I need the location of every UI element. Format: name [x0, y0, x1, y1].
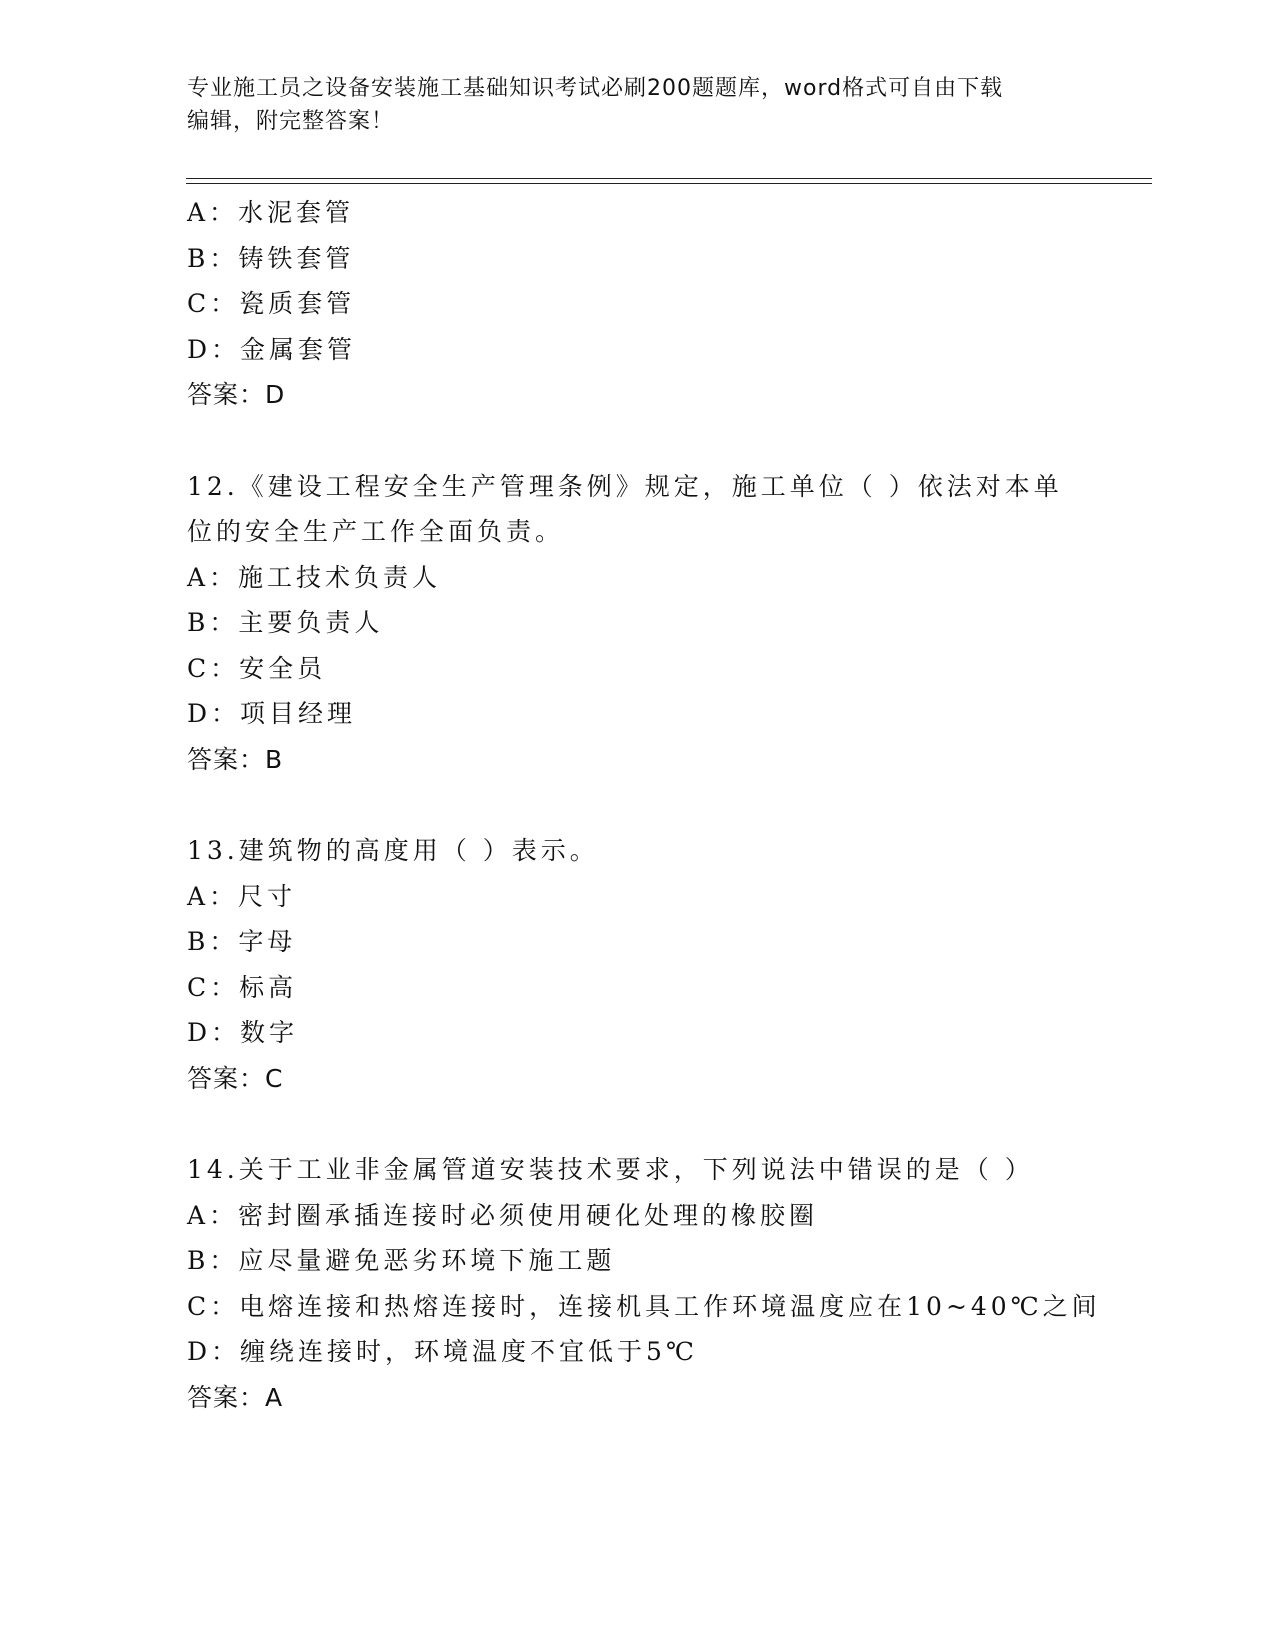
option-c: C：瓷质套管 [187, 289, 356, 318]
answer-line: 答案：D [187, 380, 286, 409]
header-divider-bottom [186, 183, 1152, 184]
spacer [187, 1101, 1087, 1147]
option-c: C：电熔连接和热熔连接时，连接机具工作环境温度应在10~40℃之间 [187, 1291, 1101, 1321]
option-a: A：水泥套管 [187, 198, 355, 227]
question-11 [187, 190, 1087, 418]
question-13 [187, 828, 1087, 1101]
option-b: B：主要负责人 [187, 608, 384, 637]
spacer [187, 418, 1087, 464]
answer-line: 答案：A [187, 1382, 284, 1412]
option-d: D：金属套管 [187, 334, 357, 364]
answer-line: 答案：B [187, 744, 284, 774]
question-stem-continued: 位的安全生产工作全面负责。 [187, 517, 565, 546]
option-a: A：施工技术负责人 [187, 562, 442, 592]
question-stem: 14.关于工业非金属管道安装技术要求，下列说法中错误的是（ ） [187, 1155, 1034, 1184]
header-title-line-2: 编辑，附完整答案！ [187, 109, 395, 134]
option-c: C：标高 [187, 972, 298, 1002]
option-a: A：尺寸 [187, 881, 297, 911]
option-c: C：安全员 [187, 653, 327, 683]
spacer [187, 782, 1087, 828]
option-b: B：应尽量避免恶劣环境下施工题 [187, 1246, 616, 1275]
answer-line: 答案：C [187, 1063, 284, 1093]
option-b: B：铸铁套管 [187, 243, 355, 273]
option-d: D：数字 [187, 1018, 299, 1047]
header-title-line-1: 专业施工员之设备安装施工基础知识考试必刷200题题库，word格式可自由下载 [187, 76, 1004, 101]
question-stem: 13.建筑物的高度用（ ）表示。 [187, 836, 599, 865]
question-stem: 12.《建设工程安全生产管理条例》规定，施工单位（ ）依法对本单 [187, 471, 1063, 501]
question-list [187, 190, 1101, 1420]
option-a: A：密封圈承插连接时必须使用硬化处理的橡胶圈 [187, 1200, 819, 1230]
document-header [187, 72, 1087, 138]
question-14 [187, 1147, 1101, 1420]
option-d: D：项目经理 [187, 699, 357, 728]
question-12 [187, 464, 1087, 783]
header-divider-top [186, 178, 1152, 179]
option-d: D：缠绕连接时，环境温度不宜低于5℃ [187, 1337, 698, 1366]
option-b: B：字母 [187, 927, 297, 956]
